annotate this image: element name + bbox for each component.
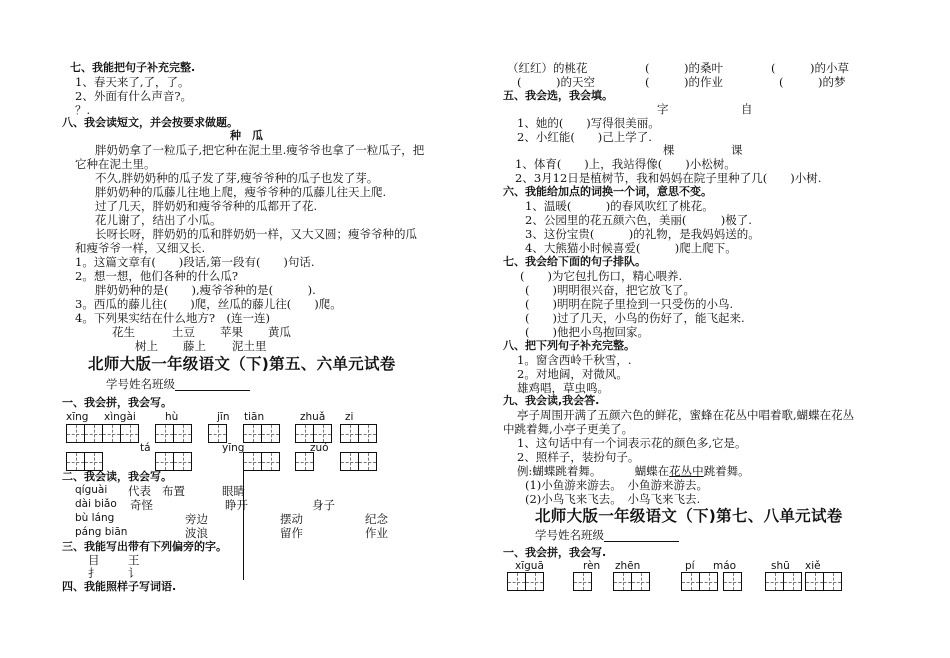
question-2: 2。想一想，他们各种的什么瓜?: [75, 269, 238, 283]
pinyin: shū: [771, 560, 790, 572]
grid-cell[interactable]: [340, 424, 359, 443]
place-item: 泥土里: [232, 339, 267, 353]
writing-grid[interactable]: [155, 452, 191, 471]
grid-cell[interactable]: [295, 452, 314, 471]
q7-item-2: 2、外面有什么声音?。: [75, 89, 192, 103]
pinyin: xīguā: [515, 560, 544, 572]
example-end: 跳着舞。: [703, 464, 750, 478]
pinyin: zuó: [310, 442, 329, 454]
story-line: 不久,胖奶奶种的瓜子发了芽,瘦爷爷种的瓜子也发了芽。: [95, 171, 379, 185]
grid-cell[interactable]: [525, 572, 544, 591]
s9-question: 1、这句话中有一个词表示花的颜色多,它是。: [517, 436, 747, 450]
example-mid: 蝴蝶在: [634, 464, 670, 478]
question-2-answer: 胖奶奶种的是( ),瘦爷爷种的是( ).: [95, 283, 316, 297]
story-line: 它种在泥土里。: [75, 157, 156, 171]
grid-cell[interactable]: [805, 572, 824, 591]
place-item: 藤上: [183, 339, 206, 353]
section-4-title: 四、我能照样子写词语.: [62, 580, 177, 593]
writing-grid[interactable]: [507, 572, 543, 591]
grid-cell[interactable]: [243, 452, 262, 471]
s8-item: 雄鸡唱，草虫鸣。: [517, 381, 609, 395]
fruit-item: 花生: [112, 325, 135, 339]
writing-grid[interactable]: [243, 424, 279, 443]
s7-item: ( )他把小鸟抱回家。: [525, 325, 649, 339]
writing-grid[interactable]: [723, 572, 741, 591]
vocab-pinyin: páng biān: [75, 526, 128, 538]
grid-cell[interactable]: [66, 452, 85, 471]
right-column: [475, 0, 950, 658]
s9-question: 2、照样子，装扮句子。: [517, 450, 640, 464]
grid-cell[interactable]: [243, 424, 262, 443]
pinyin: máo: [713, 560, 737, 572]
q7-title: 七、我能把句子补充完整.: [70, 61, 196, 74]
section-8-title: 八、把下列句子补充完整。: [503, 339, 635, 352]
vocab-word: 眼睛: [222, 484, 245, 498]
fill-phrase: ( )的作业: [645, 75, 723, 89]
s7-item: ( )为它包扎伤口，精心喂养.: [520, 269, 683, 283]
radical: 扌: [88, 566, 100, 580]
writing-grid[interactable]: [243, 452, 279, 471]
q7-item-1: 1、春天来了,了，了。: [75, 75, 190, 89]
example-line: [517, 464, 750, 478]
grid-cell[interactable]: [173, 452, 192, 471]
s6-item: 1、温暖( )的春风吹红了桃花。: [525, 199, 714, 213]
vocab-word: 作业: [365, 526, 388, 540]
grid-cell[interactable]: [765, 572, 784, 591]
writing-grid[interactable]: [295, 424, 331, 443]
grid-cell[interactable]: [313, 424, 332, 443]
grid-cell[interactable]: [507, 572, 526, 591]
student-info: [106, 377, 250, 391]
s6-item: 3、这份宝贵( )的礼物，是我妈妈送的。: [525, 227, 760, 241]
pinyin: zhēn: [615, 560, 641, 572]
section-2-title: 二、我会读，我会写。: [62, 470, 172, 483]
pinyin: tiān: [244, 411, 265, 423]
s6-item: 4、大熊猫小时候喜爱( )爬上爬下。: [525, 241, 737, 255]
grid-cell[interactable]: [102, 424, 121, 443]
pinyin: xīng: [66, 411, 89, 423]
radical: 讠: [128, 566, 140, 580]
grid-cell[interactable]: [823, 572, 842, 591]
radical: 目: [88, 553, 100, 567]
grid-cell[interactable]: [358, 452, 377, 471]
student-info-label: 学号姓名班级: [535, 528, 604, 542]
grid-cell[interactable]: [155, 424, 174, 443]
fruit-item: 苹果: [220, 325, 243, 339]
writing-grid[interactable]: [66, 424, 102, 443]
grid-cell[interactable]: [173, 424, 192, 443]
vocab-word: 奇怪: [130, 498, 153, 512]
grid-cell[interactable]: [295, 424, 314, 443]
writing-grid[interactable]: [102, 424, 138, 443]
section-1-title-b: 一、我会拼，我会写.: [503, 546, 607, 559]
story-line: 胖奶奶种的瓜藤儿往地上爬，瘦爷爷种的瓜藤儿往天上爬.: [95, 185, 387, 199]
writing-grid[interactable]: [613, 572, 649, 591]
grid-cell[interactable]: [699, 572, 718, 591]
pinyin: tá: [140, 442, 151, 454]
q7-item-3: ？.: [75, 103, 91, 117]
vocab-word: 身子: [312, 498, 335, 512]
place-item: 树上: [135, 339, 158, 353]
vocab-pinyin: dài biǎo: [75, 498, 117, 510]
word-choice: 课: [731, 143, 743, 157]
writing-grid[interactable]: [805, 572, 841, 591]
passage-line: 亭子周围开满了五颜六色的鲜花，蜜蜂在花丛中唱着歌,蝴蝶在花丛: [517, 408, 855, 422]
word-choice: 字: [657, 102, 669, 116]
s8-item: 2。对地阔，对微风。: [517, 367, 628, 381]
pinyin: yīng: [222, 442, 245, 454]
grid-cell[interactable]: [66, 424, 85, 443]
writing-grid[interactable]: [573, 572, 591, 591]
grid-cell[interactable]: [261, 452, 280, 471]
writing-grid[interactable]: [681, 572, 717, 591]
grid-cell[interactable]: [783, 572, 802, 591]
pinyin: hù: [165, 411, 179, 423]
s7-item: ( )明明在院子里捡到一只受伤的小鸟.: [525, 297, 734, 311]
fill-phrase: ( )的小草: [771, 61, 849, 75]
grid-cell[interactable]: [120, 424, 139, 443]
vocab-pinyin: bù láng: [75, 512, 115, 524]
s8-item: 1。窗含西岭千秋雪，.: [517, 353, 632, 367]
s5-item: 2、3月12日是植树节，我和妈妈在院子里种了几( )小树.: [515, 171, 822, 185]
writing-grid[interactable]: [340, 452, 376, 471]
story-line: 长呀长呀，胖奶奶的瓜和胖奶奶一样，又大又圆；瘦爷爷种的瓜: [95, 227, 417, 241]
s5-item: 1、体育( )上，我站得像( )小松树。: [515, 157, 736, 171]
example-2: (2)小鸟飞来飞去。 小鸟飞来飞去.: [525, 492, 701, 506]
fill-phrase: ( )的梦: [779, 75, 846, 89]
pinyin: zi: [345, 411, 354, 423]
fruit-item: 黄瓜: [268, 325, 291, 339]
fill-phrase: ( )的桑叶: [645, 61, 723, 75]
example-prefix: 例:蝴蝶跳着舞。: [517, 464, 602, 478]
writing-grid[interactable]: [295, 452, 313, 471]
divider-line: [243, 470, 244, 580]
fruit-item: 土豆: [172, 325, 195, 339]
question-1: 1。这篇文章有( )段话,第一段有( )句话.: [75, 255, 315, 269]
grid-cell[interactable]: [340, 452, 359, 471]
s7-item: ( )过了几天，小鸟的伤好了，能飞起来.: [525, 311, 745, 325]
pinyin: zhuǎ: [300, 411, 326, 423]
s6-item: 2、公园里的花五颜六色，美丽( )极了.: [525, 213, 752, 227]
grid-cell[interactable]: [631, 572, 650, 591]
question-3: 3。西瓜的藤儿往( )爬，丝瓜的藤儿往( )爬。: [75, 297, 342, 311]
student-info: [535, 528, 679, 542]
grid-cell[interactable]: [84, 424, 103, 443]
vocab-word: 布置: [162, 484, 185, 498]
s5-item: 2、小红能( )己上学了.: [517, 130, 652, 144]
writing-grid[interactable]: [765, 572, 801, 591]
vocab-pinyin: qíguài: [75, 484, 108, 496]
pinyin: xìngài: [104, 411, 136, 423]
s7-item: ( )明明很兴奋，把它放飞了。: [525, 283, 695, 297]
pinyin: jīn: [217, 411, 230, 423]
student-info-blank[interactable]: [175, 379, 250, 391]
pinyin: pí: [685, 560, 695, 572]
example-underlined: 花丛中: [669, 464, 704, 478]
vocab-word: 代表: [128, 484, 151, 498]
example-1: (1)小鱼游来游去。 小鱼游来游去。: [525, 478, 709, 492]
story-line: 和瘦爷爷一样，又细又长.: [75, 241, 206, 255]
section-7-title: 七、我会给下面的句子排队。: [503, 255, 646, 268]
pinyin: xiě: [805, 560, 821, 572]
writing-grid[interactable]: [66, 452, 102, 471]
grid-cell[interactable]: [208, 424, 227, 443]
student-info-label: 学号姓名班级: [106, 377, 175, 391]
story-title: 种 瓜: [230, 129, 263, 142]
grid-cell[interactable]: [613, 572, 632, 591]
s5-item: 1、她的( )写得很美丽。: [517, 116, 660, 130]
writing-grid[interactable]: [155, 424, 191, 443]
exam-title-7-8: 北师大版一年级语文（下)第七、八单元试卷: [535, 507, 843, 525]
section-5-title: 五、我会选，我会填。: [503, 89, 613, 102]
section-6-title: 六、我能给加点的词换一个词，意思不变。: [503, 185, 712, 198]
vocab-word: 旁边: [185, 512, 208, 526]
fill-phrase: （红红）的桃花: [507, 61, 588, 75]
grid-cell[interactable]: [573, 572, 592, 591]
word-choice: 棵: [663, 143, 675, 157]
vocab-word: 摆动: [280, 512, 303, 526]
writing-grid[interactable]: [340, 424, 376, 443]
grid-cell[interactable]: [681, 572, 700, 591]
q8-title: 八、我会读短文，并会按要求做题。: [62, 116, 238, 129]
grid-cell[interactable]: [84, 452, 103, 471]
grid-cell[interactable]: [155, 452, 174, 471]
vocab-word: 纪念: [365, 512, 388, 526]
pinyin: rèn: [583, 560, 601, 572]
student-info-blank[interactable]: [604, 530, 679, 542]
story-line: 过了几天，胖奶奶和瘦爷爷种的瓜都开了花.: [95, 199, 318, 213]
grid-cell[interactable]: [723, 572, 742, 591]
question-4: 4。下列果实结在什么地方? (连一连): [75, 311, 270, 325]
fill-phrase: ( )的天空: [517, 75, 595, 89]
exam-title-5-6: 北师大版一年级语文（下)第五、六单元试卷: [88, 355, 396, 373]
word-choice: 自: [741, 102, 753, 116]
section-9-title: 九、我会读,我会答.: [503, 394, 600, 407]
vocab-word: 波浪: [185, 526, 208, 540]
story-line: 花儿谢了，结出了小瓜。: [95, 213, 222, 227]
vocab-word: 睁开: [225, 498, 248, 512]
story-line: 胖奶奶拿了一粒瓜子,把它种在泥土里.瘦爷爷也拿了一粒瓜子，把: [95, 143, 425, 157]
radical: 王: [128, 553, 140, 567]
grid-cell[interactable]: [358, 424, 377, 443]
grid-cell[interactable]: [261, 424, 280, 443]
passage-line: 中跳着舞,小亭子更美了。: [503, 422, 634, 436]
writing-grid[interactable]: [208, 424, 226, 443]
section-3-title: 三、我能写出带有下列偏旁的字。: [62, 540, 227, 553]
section-1-title: 一、我会拼，我会写。: [62, 396, 172, 409]
vocab-word: 留作: [280, 526, 303, 540]
